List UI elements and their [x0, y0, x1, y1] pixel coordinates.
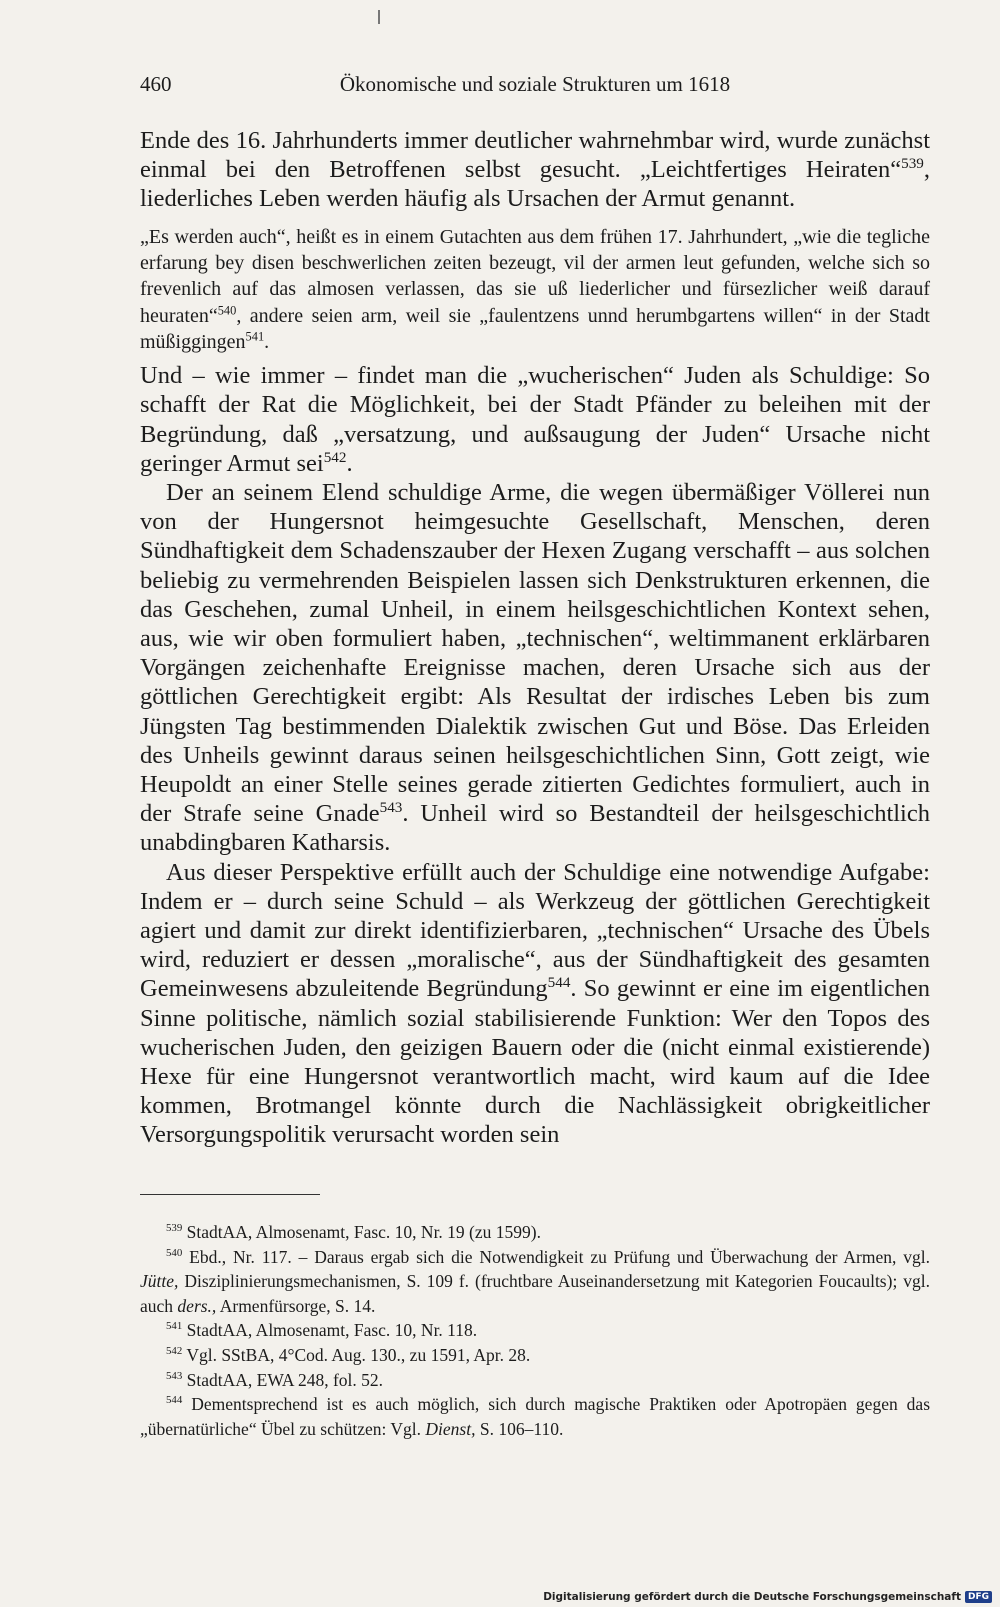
footnote-text: StadtAA, Almosenamt, Fasc. 10, Nr. 19 (zu 1599). — [186, 1222, 541, 1242]
paragraph-2 — [140, 361, 930, 478]
text-run: , andere seien arm, weil sie „faulentzens unnd herumbgartens willen“ in der Stadt müßiggingen — [140, 304, 930, 353]
text-run: . Unheil wird so Bestandteil der heilsgeschichtlich unabdingbaren Katharsis. — [140, 800, 930, 857]
footnote-text: Ebd., Nr. 117. – Daraus ergab sich die Notwendigkeit zu Prüfung und Überwachung der Armen, vgl. — [189, 1246, 931, 1267]
footnote-separator — [140, 1194, 320, 1195]
footnote-number: 541 — [166, 1320, 183, 1333]
main-text — [140, 126, 930, 1150]
footnote-text: StadtAA, EWA 248, fol. 52. — [186, 1369, 384, 1390]
footnote-ref: 540 — [217, 302, 237, 317]
footnote-text: Disziplinierungsmechanismen, S. 109 f. (fruchtbare Auseinandersetzung mit Kategorien Foucaults); vgl. auch — [140, 1271, 930, 1316]
footnote-number: 542 — [166, 1345, 183, 1358]
text-run: . So gewinnt er eine im eigentlichen Sinne politische, nämlich sozial stabilisierende Funktion: Wer den Topos des wucherischen Juden, den geizigen Bauern oder die (nicht einmal existierende) Hexe für eine Hungersnot verantwortlich macht, wird kaum auf die Idee kommen, Brotmangel könnte durch die Nachlässigkeit obrigkeitlicher Versorgungspolitik verursacht worden sein — [140, 975, 930, 1149]
author-name: Dienst, — [425, 1418, 476, 1439]
paragraph-4 — [140, 858, 930, 1150]
footnote-ref: 541 — [245, 329, 265, 344]
footnote-ref: 543 — [379, 798, 403, 816]
footnote-540 — [140, 1245, 930, 1319]
footnote-text: Armenfürsorge, S. 14. — [216, 1295, 376, 1316]
footnote-number: 540 — [166, 1246, 183, 1259]
footnote-539 — [140, 1220, 930, 1245]
text-run: . — [264, 330, 270, 353]
text-run: „Es werden auch“, heißt es in einem Gutachten aus dem frühen 17. Jahrhundert, „wie die tegliche erfarung bey disen beschwerlichen zeiten bezeugt, vil der armen leut gefunden, welche sich so frevenlich auf das almosen verlassen, das sie uß liederlicher und fürsezlicher weiß darauf heuraten“ — [140, 225, 930, 327]
footnote-ref: 539 — [901, 155, 924, 173]
credit-text: Digitalisierung gefördert durch die Deutsche Forschungsgemeinschaft — [543, 1591, 961, 1603]
paragraph-3 — [140, 478, 930, 858]
page-number: 460 — [140, 72, 172, 96]
footnote-541 — [140, 1318, 930, 1343]
text-run: Der an seinem Elend schuldige Arme, die wegen übermäßiger Völlerei nun von der Hungersnot heimgesuchte Gesellschaft, Menschen, deren Sündhaftigkeit dem Schadenszauber der Hexen Zugang verschafft – aus solchen beliebig zu vermehrenden Beispielen lassen sich Denkstrukturen erkennen, die das Geschehen, zumal Unheil, in einem heilsgeschichtlichen Kontext sehen, aus, wie wir oben formuliert haben, „technischen“, weltimmanent erklärbaren Vorgängen zeichenhafte Ereignisse machen, deren Ursache sich aus der göttlichen Gerechtigkeit ergibt: Als Resultat der irdisches Leben bis zum Jüngsten Tag bestimmenden Dialektik zwischen Gut und Böse. Das Erleiden des Unheils gewinnt daraus seinen heilsgeschichtlichen Sinn, Gott zeigt, wie Heupoldt an einer Stelle seines gerade zitierten Gedichtes formuliert, auch in der Strafe seine Gnade — [140, 478, 930, 828]
footnote-number: 539 — [166, 1222, 183, 1235]
text-run: Aus dieser Perspektive erfüllt auch der Schuldige eine notwendige Aufgabe: Indem er – durch seine Schuld – als Werkzeug der göttlichen Gerechtigkeit agiert und damit zur direkt identifizierbaren, „technischen“ Ursache des Übels wird, reduziert er dessen „moralische“, aus der Sündhaftigkeit des gesamten Gemeinwesens abzuleitende Begründung — [140, 858, 930, 1003]
digitization-credit — [543, 1591, 992, 1603]
author-name: Jütte, — [140, 1271, 179, 1292]
footnote-number: 543 — [166, 1369, 183, 1382]
block-quote — [140, 224, 930, 355]
footnotes — [140, 1220, 930, 1441]
text-run: Und – wie immer – findet man die „wucherischen“ Juden als Schuldige: So schafft der Rat die Möglichkeit, bei der Stadt Pfänder zu beleihen mit der Begründung, daß „versatzung, und außsaugung der Juden“ Ursache nicht geringer Armut sei — [140, 362, 930, 477]
footnote-text: S. 106–110. — [475, 1418, 564, 1439]
dfg-logo: DFG — [965, 1591, 992, 1603]
text-run: . — [346, 449, 353, 477]
footnote-text: Vgl. SStBA, 4°Cod. Aug. 130., zu 1591, Apr. 28. — [186, 1344, 531, 1365]
running-title: Ökonomische und soziale Strukturen um 1618 — [339, 72, 731, 96]
author-name: ders., — [177, 1295, 217, 1316]
text-run: , liederliches Leben werden häufig als Ursachen der Armut genannt. — [140, 156, 930, 213]
footnote-text: Dementsprechend ist es auch möglich, sich durch magische Praktiken oder Apotropäen gegen das „übernatürliche“ Übel zu schützen: Vgl. — [140, 1394, 931, 1439]
footnote-542 — [140, 1343, 930, 1368]
footnote-543 — [140, 1368, 930, 1393]
scan-mark — [378, 10, 380, 24]
paragraph-1 — [140, 126, 930, 214]
footnote-ref: 542 — [323, 448, 347, 466]
footnote-544 — [140, 1392, 930, 1441]
text-run: Ende des 16. Jahrhunderts immer deutlicher wahrnehmbar wird, wurde zunächst einmal bei den Betroffenen selbst gesucht. „Leichtfertiges Heiraten“ — [140, 127, 930, 184]
footnote-ref: 544 — [547, 974, 571, 992]
footnote-number: 544 — [166, 1394, 183, 1407]
footnote-text: StadtAA, Almosenamt, Fasc. 10, Nr. 118. — [186, 1320, 478, 1341]
